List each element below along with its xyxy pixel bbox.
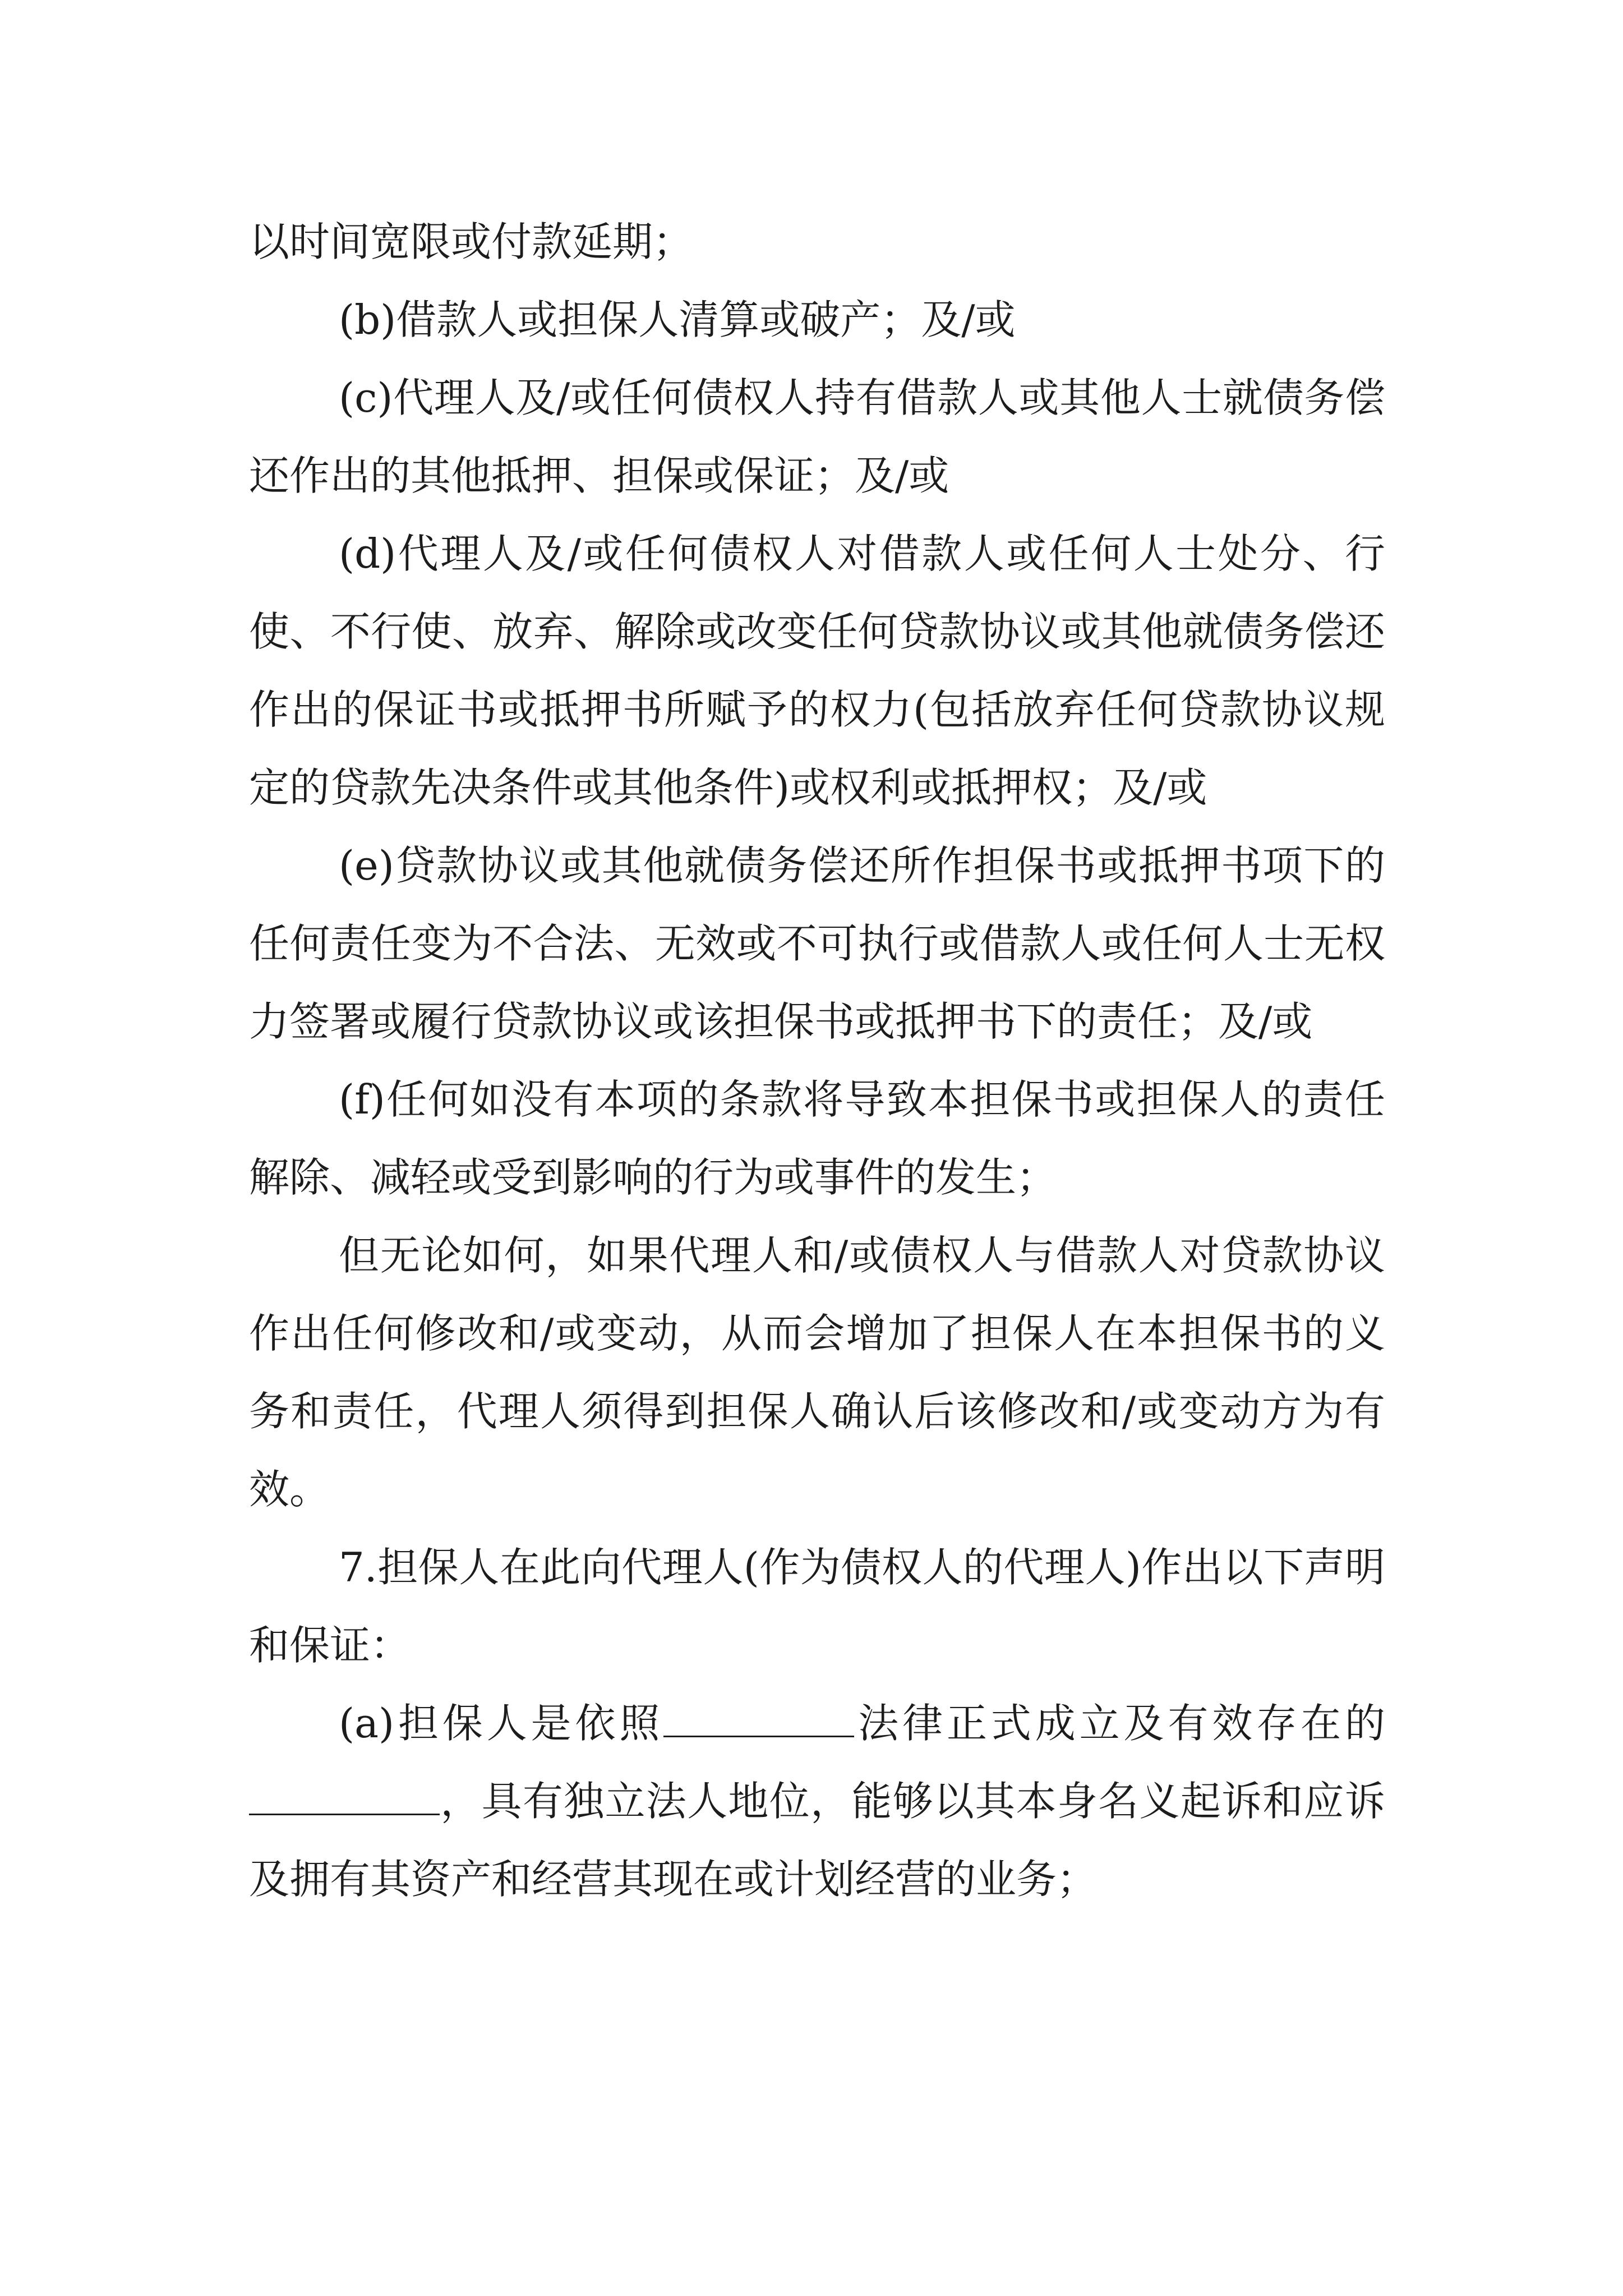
clause-f: (f)任何如没有本项的条款将导致本担保书或担保人的责任解除、减轻或受到影响的行为或事件的发生； [249,1076,1385,1201]
clause-e: (e)贷款协议或其他就债务偿还所作担保书或抵押书项下的任何责任变为不合法、无效或不可执行或借款人或任何人士无权力签署或履行贷款协议或该担保书或抵押书下的责任；及/或 [249,842,1385,1045]
paragraph-continuation: 以时间宽限或付款延期； [249,218,694,265]
proviso-paragraph: 但无论如何，如果代理人和/或债权人与借款人对贷款协议作出任何修改和/或变动，从而会增加了担保人在本担保书的义务和责任，代理人须得到担保人确认后该修改和/或变动方为有效。 [249,1232,1385,1513]
document-body [249,203,1385,1918]
clause-b: (b)借款人或担保人清算或破产；及/或 [339,296,1016,343]
blank-line-jurisdiction [663,1701,854,1737]
clause-c: (c)代理人及/或任何债权人持有借款人或其他人士就债务偿还作出的其他抵押、担保或保证；及/或 [249,374,1385,499]
section-7-heading: 7.担保人在此向代理人(作为债权人的代理人)作出以下声明和保证： [249,1544,1385,1669]
clause-a-text-3: ，具有独立法人地位，能够以其本身名义起诉和应诉及拥有其资产和经营其现在或计划经营的业务； [249,1778,1385,1903]
blank-line-entity-type [249,1779,440,1815]
clause-a [249,1685,1385,1918]
clause-a-text-2: 法律正式成立及有效存在的 [854,1700,1385,1747]
clause-d: (d)代理人及/或任何债权人对借款人或任何人士处分、行使、不行使、放弃、解除或改变任何贷款协议或其他就债务偿还作出的保证书或抵押书所赋予的权力(包括放弃任何贷款协议规定的贷款先决条件或其他条件)或权利或抵押权；及/或 [249,530,1385,811]
clause-a-text-1: (a)担保人是依照 [339,1700,664,1747]
